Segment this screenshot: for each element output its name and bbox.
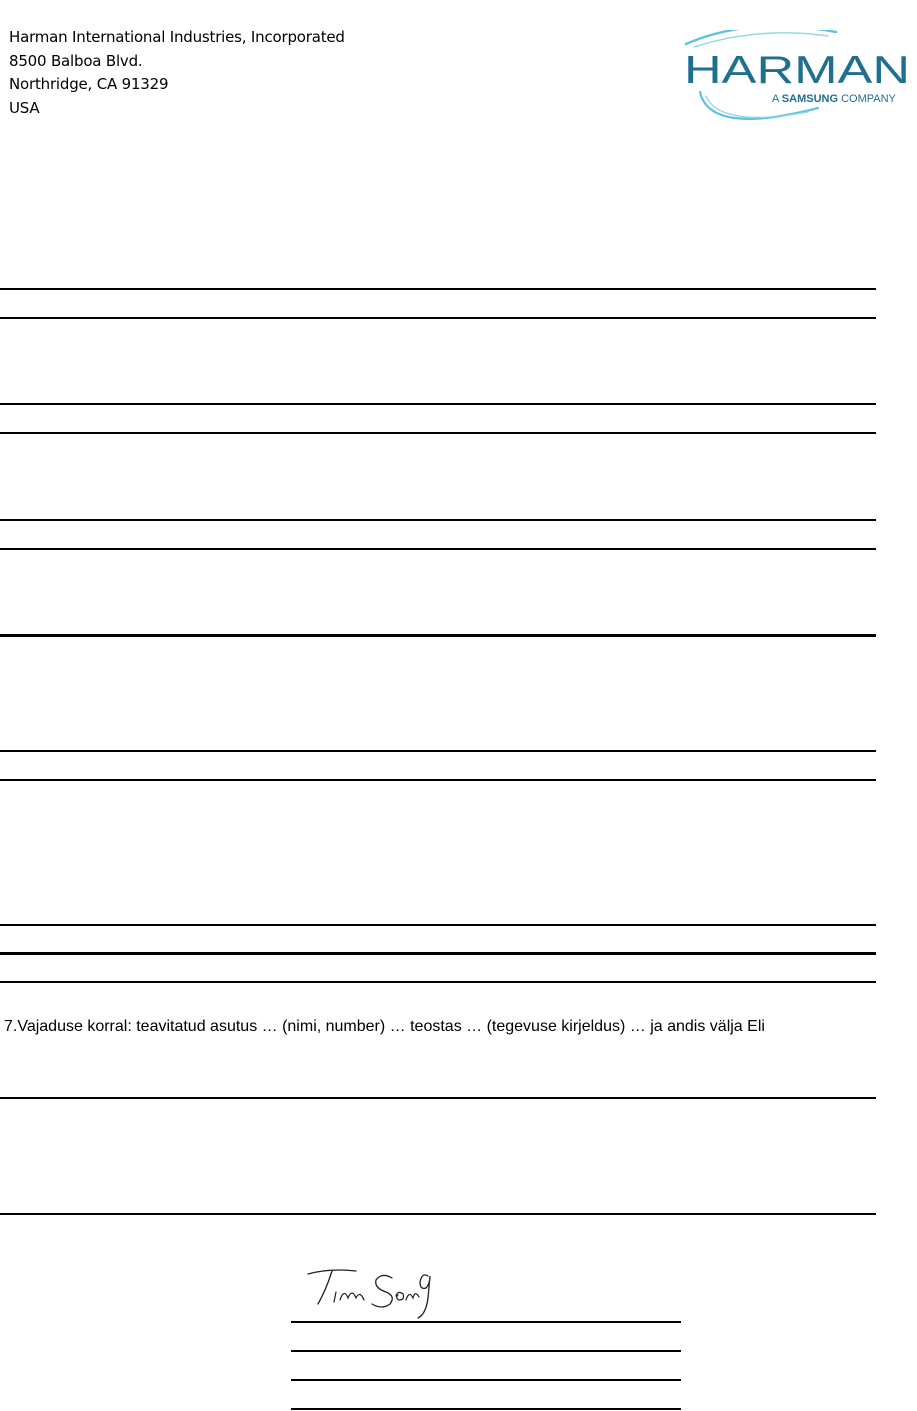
form-line xyxy=(0,634,876,637)
form-line xyxy=(0,779,876,781)
signature-line xyxy=(291,1408,681,1410)
harman-logo xyxy=(680,30,916,130)
form-line xyxy=(0,288,876,290)
handwritten-signature xyxy=(306,1262,446,1322)
logo-wordmark: HARMAN xyxy=(684,49,910,92)
form-line xyxy=(0,519,876,521)
logo-swoosh-upper xyxy=(686,30,836,44)
form-line xyxy=(0,432,876,434)
form-line xyxy=(0,750,876,752)
logo-tagline: A SAMSUNG COMPANY xyxy=(772,93,896,105)
form-line xyxy=(0,1213,876,1215)
address-line-company: Harman International Industries, Incorporated xyxy=(9,28,345,46)
form-line xyxy=(0,1097,876,1099)
form-line xyxy=(0,403,876,405)
signature-line xyxy=(291,1379,681,1381)
address-line-street: 8500 Balboa Blvd. xyxy=(9,51,143,70)
address-line-country: USA xyxy=(9,98,40,117)
company-address xyxy=(9,26,345,120)
item-7-text: 7.Vajaduse korral: teavitatud asutus … (nimi, number) … teostas … (tegevuse kirjeldus) … ja andis välja Eli xyxy=(4,1018,765,1035)
form-line xyxy=(0,548,876,550)
form-line xyxy=(0,981,876,983)
signature-line xyxy=(291,1321,681,1323)
form-line xyxy=(0,952,876,955)
address-line-city: Northridge, CA 91329 xyxy=(9,75,169,93)
form-line xyxy=(0,924,876,926)
signature-line xyxy=(291,1350,681,1352)
form-line xyxy=(0,317,876,319)
